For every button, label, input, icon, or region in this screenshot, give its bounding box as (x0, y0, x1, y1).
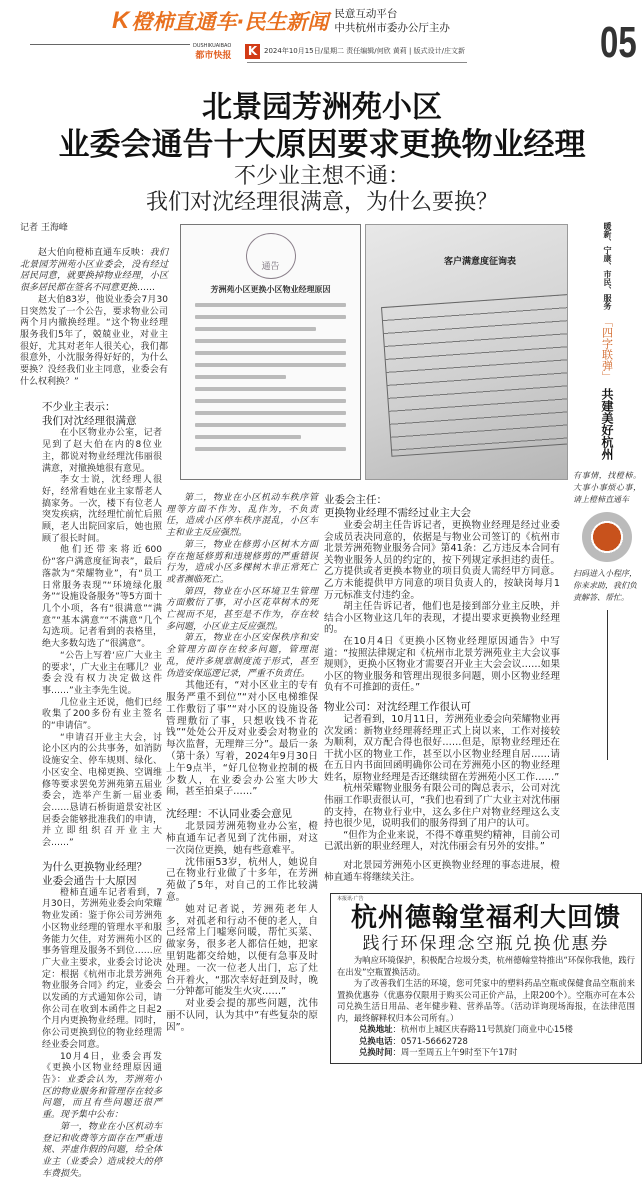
article-column-3 (324, 494, 560, 883)
paragraph: “但作为企业来说，不得不尊重契约精神，目前公司已派出新的职业经理人，对沈伟丽会有另外的安排。” (324, 829, 560, 853)
reason-item: 第五，物业在小区安保秩序和安全管理方面存在较多问题，管理混乱，使许多规章制度流于形式，甚至伪造安保巡逻记录，严重不负责任。 (166, 633, 318, 679)
ad-title: 杭州德翰堂福利大回馈 (350, 903, 621, 934)
logo-k-icon: K (112, 7, 130, 34)
sponsor-line2: 中共杭州市委办公厅主办 (334, 22, 450, 34)
paragraph: 北景园芳洲苑物业办公室，橙柿直通车记者见到了沈伟丽，对这一次岗位更换，她有些意难平。 (166, 821, 318, 856)
paragraph: 杭州荣耀物业服务有限公司的陶总表示，公司对沈伟丽工作职责很认可，“我们也看到了广大业主对沈伟丽的支持，在物业行业中，这么多住户对物业经理这么支持也很少见，说明我们的服务得到了用户的认可。 (324, 783, 560, 830)
reason-item: 第一，物业在小区机动车登记和收费等方面存在严重违规、弄虚作假的问题，给全体业主（业委会）造成较大的停车费损失。 (42, 1121, 162, 1179)
paragraph: 在小区物业办公室，记者见到了赵大伯在内的8位业主，都说对物业经理沈伟丽很满意，对撤换她很有意见。 (42, 428, 162, 474)
divider (247, 62, 467, 63)
paragraph: 对业委会提的那些问题，沈伟丽不认同，认为其中“有些复杂的原因”。 (166, 998, 318, 1033)
divider (30, 44, 190, 45)
intro (20, 248, 168, 388)
section-heading: 为什么更换物业经理？ 业委会通告十大原因 (42, 860, 147, 887)
sidebar-slogan-1: 暖新、宁康、市民、服务 (603, 222, 612, 310)
article-column-2 (166, 493, 318, 1034)
paragraph: 橙柿直通车记者看到，7月30日，芳洲苑业委会向荣耀物业发函：鉴于你公司芳洲苑小区物业经理的管理水平和服务能力欠佳，对芳洲苑小区的事务管理及服务不到位……应广大业主要求，业委会讨论决定：根据《杭州市北景芳洲苑物业服务合同》约定，业委会以发函的方式通知你公司，请你公司在收到本函件之日起2个月内更换物业经理。同时，你公司更换到位的物业经理需经业委会同意。 (42, 887, 162, 1050)
paragraph: 胡主任告诉记者，他们也是接到部分业主反映，并结合小区物业这几年的表现，才提出要求更换物业经理的。 (324, 601, 560, 636)
headline-line1: 北景园芳洲苑小区 (202, 90, 442, 125)
intro-text: 赵大伯向橙柿直通车反映： (38, 248, 150, 258)
notice-document-image (180, 224, 361, 480)
ad-address: 兑换地址：杭州市上城区庆春路11号凯旋门商业中心15楼 (359, 1024, 573, 1035)
sidebar (572, 222, 642, 760)
intro-para: 赵大伯83岁，他说业委会7月30日突然发了一个公告，要求物业公司两个月内撤换经理。“这个物业经理服务我们5年了，兢兢业业，对业主很好，尤其对老年人很关心，我们都很意外，小沈服务得好好的，为什么要换？没经我们业主同意，业委会有什么权利换？” (20, 294, 168, 387)
intro-quote: 我们北景园芳洲苑小区业委会，没有经过居民同意，就要换掉物业经理，小区很多居民都在签名不同意更换…… (20, 248, 168, 294)
article-column-1 (42, 400, 162, 1180)
ad-phone: 兑换电话：0571-56662728 (359, 1035, 468, 1046)
paragraph: 记者看到，10月11日，芳洲苑业委会向荣耀物业再次发函：新物业经理蒋经理正式上岗以来，工作对接较为顺利，双方配合得也很好……但是，原物业经理还在干扰小区的物业工作，甚至以小区物业经理自居……请在五日内书面回函明确你公司在芳洲苑小区的物业经理姓名，原物业经理是否还继续留在芳洲苑小区工作……” (324, 713, 560, 783)
ad-paragraph: 为响应环境保护，积极配合垃圾分类，杭州德翰堂特推出“环保你我他，践行在出发”空瓶置换活动。 (337, 955, 635, 977)
sponsor (334, 7, 450, 35)
paragraph: 业委会胡主任告诉记者，更换物业经理是经过业委会成员表决同意的，依据是与物业公司签订的《杭州市北景芳洲苑物业服务合同》第41条：乙方违反本合同有关物业服务人员的约定的，按下列规定承担违约责任。乙方提供或者更换本物业的项目负责人需经甲方同意。乙方未能提供甲方同意的项目负责人的，按缺岗每月1万元标准支付违约金。 (324, 520, 560, 601)
reason-item: 第四，物业在小区环境卫生管理方面敷衍了事，对小区花草树木的死亡视而不见，甚至是不作为，存在较多问题，小区业主反应强烈。 (166, 586, 318, 632)
paragraph: 他们还带来将近600份“客户满意度征询表”，最后落款为“荣耀物业”，有“员工日常服务表现”“环境绿化服务”“设施设备服务”等5方面十几个小项，各有“很满意”“满意”“基本满意”“不满意”几个勾选项。记者看到的表格里，绝大多数勾选了“很满意”。 (42, 545, 162, 650)
paragraph: 其他还有，“对小区业主的专有服务严重不到位”“对小区电梯维保工作敷衍了事”“对小区的设施设备管理敷衍了事，只想收钱不肯花钱”“处处公开反对业委会对物业的每次监督，无理辩三分”。最后一条（第十条）写着，2024年9月30日上午9点半，“好几位物业控制的极少数人，在业委会办公室大吵大闹，甚至拍桌子……” (166, 680, 318, 798)
qr-code-icon[interactable] (582, 512, 632, 562)
paragraph: “申请召开业主大会，讨论小区内的公共事务，如消防设施安全、停车规则、绿化、小区安全、电梯更换、空调维修等要求罢免芳洲苑第五届业委会，选举产生新一届业委会……恳请石桥街道景安社区居委会能够批准我们的申请，并立即组织召开业主大会……” (42, 732, 162, 849)
paragraph: 10月4日，业委会再发《更换小区物业经理原因通告》：业委会认为，芳洲苑小区的物业服务和管理存在较多问题，而且有些问题还很严重。现予集中公布： (42, 1051, 162, 1121)
paragraph: 李女士说，沈经理人很好，经常看她在业主家帮老人搞家务。一次，楼下有位老人突发疾病，沈经理忙前忙后照顾，老人出院回家后，她也照顾了很长时间。 (42, 475, 162, 544)
reason-item: 第三，物业在修剪小区树木方面存在拖延修剪和违规修剪的严重错误行为，造成小区多棵树木非正常死亡或者濒临死亡。 (166, 539, 318, 585)
section-heading: 不少业主表示： 我们对沈经理很满意 (42, 401, 137, 428)
page-number: 05 (600, 18, 637, 67)
section-heading: 沈经理：不认同业委会意见 (166, 808, 292, 821)
divider (607, 610, 608, 760)
left-column (20, 222, 168, 1180)
ad-paragraph: 为了改善我们生活的环境，您可凭家中的塑料药品空瓶或保健食品空瓶前来置换优惠券（优惠券仅限用于购买公司正价产品，上限200个）。空瓶亦可在本公司兑换生活日用品、老年健步鞋、营养品等。（活动详询现场海报，在法律范围内，最终解释权归本公司所有。） (337, 978, 635, 1023)
paragraph: 在10月4日《更换小区物业经理原因通告》中写道：“按照法律规定和《杭州市北景芳洲苑业主大会议事规则》，更换小区物业才需要召开业主大会会议……如果小区的物业服务和管理出现很多问题，则小区物业经理负有不可推卸的责任。” (324, 635, 560, 694)
sponsor-line1: 民意互动平台 (334, 8, 398, 20)
dateline: 2024年10月15日/星期二 责任编辑/何欣 黄莉 | 版式设计/庄文新 (264, 47, 465, 55)
survey-title: 客户满意度征询表 (444, 257, 517, 267)
subheadline-line1: 不少业主想不通： (233, 164, 410, 189)
sidebar-slogan-3: 共建美好杭州 (600, 388, 614, 460)
ad-tag: 本报讯·广告 (337, 896, 364, 903)
survey-table-graphic (381, 293, 568, 457)
official-stamp-icon: 通告 (246, 233, 296, 279)
headline-line2: 业委会通告十大原因要求更换物业经理 (58, 127, 586, 163)
paragraph: 沈伟丽53岁，杭州人，她说自己在物业行业做了十多年，在芳洲苑做了5年，对自己的工作比较满意。 (166, 856, 318, 903)
closing-paragraph: 对北景园芳洲苑小区更换物业经理的事态进展，橙柿直通车将继续关注。 (324, 860, 560, 883)
subheadline (0, 164, 644, 216)
section-heading: 业委会主任： 更换物业经理不需经过业主大会 (324, 494, 471, 519)
headline-block (0, 90, 644, 216)
notice-document-title: 芳洲苑小区更换小区物业经理原因 (210, 285, 331, 294)
reason-item: 第二，物业在小区机动车秩序管理等方面不作为、乱作为，不负责任，造成小区停车秩序混乱，小区车主和业主反应强烈。 (166, 493, 318, 539)
subheadline-line2: 我们对沈经理很满意，为什么要换？ (145, 190, 498, 215)
paragraph: “公告上写着‘应广大业主的要求’，广大业主在哪儿？业委会没有权力决定做这件事……”业主李先生说。 (42, 650, 162, 696)
masthead (112, 6, 450, 36)
paper-name-cn: 都市快报 (195, 51, 232, 61)
masthead-logo (112, 6, 328, 36)
paper-name-en: DUSHIKUAIBAO (193, 43, 232, 49)
intro-para (20, 248, 168, 295)
sidebar-slogan-2: 「四字联弹」 (600, 316, 614, 382)
section-heading: 物业公司：对沈经理工作很认可 (324, 700, 471, 713)
paragraph: 几位业主还说，他们已经收集了200多份有业主签名的“申请信”。 (42, 697, 162, 732)
logo-text: 橙柿直通车·民生新闻 (131, 10, 329, 34)
qr-note: 扫码进入小程序，你来求助，我们负责解答、帮忙。 (573, 569, 637, 602)
advertisement (330, 893, 642, 1064)
byline: 记者 王海峰 (20, 223, 68, 233)
paragraph: 她对记者说，芳洲苑老年人多，对孤老和行动不便的老人，自己经常上门嘘寒问暖，帮忙买菜、做家务，很多老人都信任她，把家里钥匙都交给她，以便有急事及时处理。一次一位老人出门，忘了灶台开着火，“那次幸好赶到及时，晚一分钟都可能发生火灾……” (166, 903, 318, 998)
ad-subtitle: 践行环保理念空瓶兑换优惠券 (362, 934, 610, 955)
k-logo-icon: K (245, 44, 260, 59)
sidebar-note: 有事情，找橙柿。大事小事烦心事，请上橙柿直通车 (573, 471, 641, 504)
ad-hours: 兑换时间：周一至周五上午9时至下午17时 (359, 1047, 518, 1058)
paper-name (193, 41, 231, 61)
satisfaction-survey-photo (365, 224, 568, 480)
